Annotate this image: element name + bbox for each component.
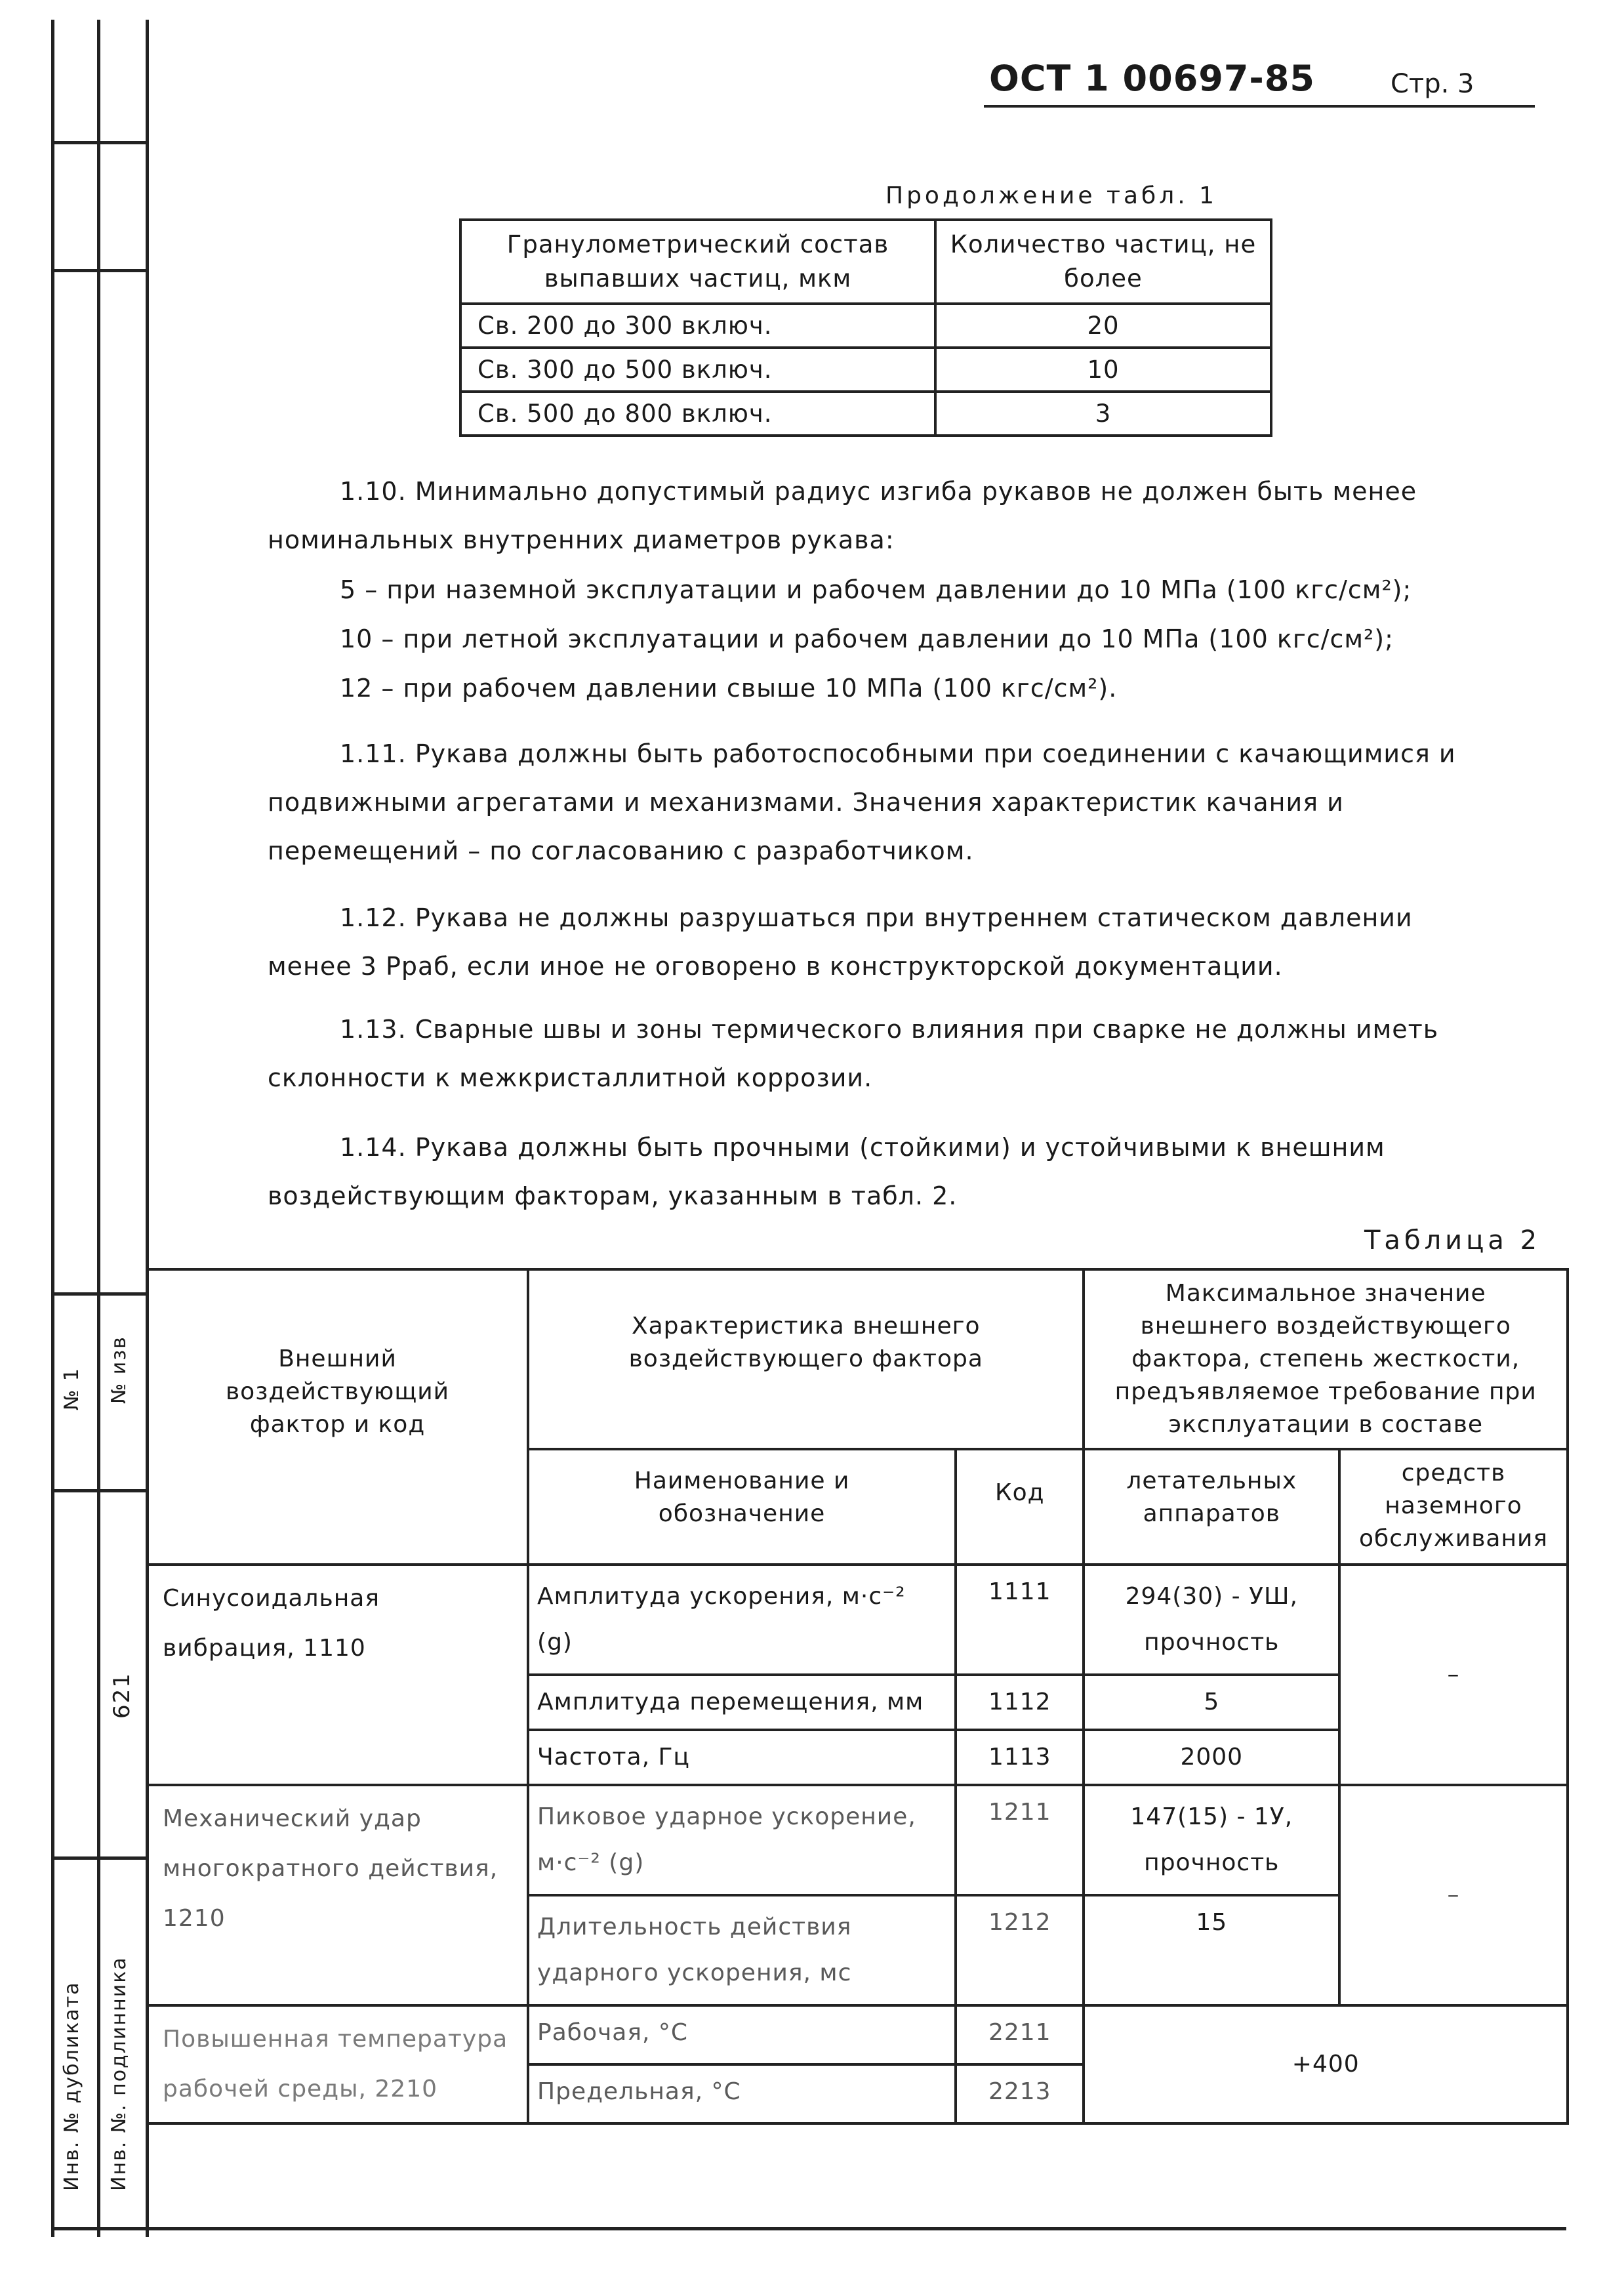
factor-mechanical-shock: Механический удар многократного действия, 1210 [147, 1785, 528, 2005]
paragraph-1-10: 1.10. Минимально допустимый радиус изгиба рукавов не должен быть менее номинальных внутренних диаметров рукава: [268, 477, 1417, 554]
margin-line-outer [51, 20, 54, 2237]
table2-head-max-value: Максимальное значение внешнего воздействующего фактора, степень жесткости, предъявляемое требование при эксплуатации в составе [1084, 1269, 1568, 1449]
table1-qty: 3 [935, 392, 1271, 436]
char-name: Предельная, °С [528, 2064, 956, 2123]
paragraph-1-12: 1.12. Рукава не должны разрушаться при внутреннем статическом давлении менее 3 Pраб, если иное не оговорено в конструкторской документации. [268, 903, 1413, 981]
table1-range: Св. 300 до 500 включ. [460, 348, 935, 392]
factor-high-temperature: Повышенная температура рабочей среды, 2210 [147, 2005, 528, 2123]
table2-head-aircraft: летательных аппаратов [1084, 1449, 1339, 1565]
value-temperature: +400 [1084, 2005, 1568, 2123]
char-code: 2211 [956, 2005, 1084, 2064]
char-code: 2213 [956, 2064, 1084, 2123]
table1-range: Св. 200 до 300 включ. [460, 304, 935, 348]
change-label: № изв [108, 1336, 131, 1404]
table2-head-characteristic: Характеристика внешнего воздействующего фактора [528, 1269, 1084, 1449]
table-row [460, 348, 1271, 392]
table2-head-ground: средств наземного обслуживания [1339, 1449, 1568, 1565]
table1-range: Св. 500 до 800 включ. [460, 392, 935, 436]
external-factors-table [146, 1268, 1569, 2125]
table-row [147, 2005, 1568, 2064]
value-aircraft: 15 [1084, 1895, 1339, 2005]
duplicate-inventory-label: Инв. № дубликата [60, 1981, 83, 2191]
header-rule [984, 105, 1535, 108]
char-name: Частота, Гц [528, 1730, 956, 1785]
paragraph-1-10-item-12: 12 – при рабочем давлении свыше 10 МПа (100 кгс/см²). [340, 674, 1118, 703]
char-name: Рабочая, °С [528, 2005, 956, 2064]
value-aircraft: 147(15) - 1У, прочность [1084, 1785, 1339, 1895]
table1-head-composition: Гранулометрический состав выпавших частиц, мкм [460, 220, 935, 304]
table-row [460, 392, 1271, 436]
margin-rule-5 [51, 1856, 148, 1860]
paragraph-1-10-item-5: 5 – при наземной эксплуатации и рабочем давлении до 10 МПа (100 кгс/см²); [340, 575, 1412, 604]
table1-qty: 20 [935, 304, 1271, 348]
table2-head-name: Наименование и обозначение [528, 1449, 956, 1565]
original-inventory-number: 621 [109, 1672, 135, 1719]
paragraph-1-13: 1.13. Сварные швы и зоны термического влияния при сварке не должны иметь склонности к межкристаллитной коррозии. [268, 1015, 1439, 1092]
change-number: № 1 [60, 1367, 83, 1410]
table1-head-quantity: Количество частиц, не более [935, 220, 1271, 304]
margin-line-mid [97, 20, 100, 2237]
char-name: Пиковое ударное ускорение, м·с⁻² (g) [528, 1785, 956, 1895]
value-ground: – [1339, 1785, 1568, 2005]
table-row [147, 1565, 1568, 1675]
bottom-rule [51, 2227, 1566, 2230]
table-row [147, 1785, 1568, 1895]
table2-caption: Таблица 2 [1364, 1225, 1541, 1256]
table1-qty: 10 [935, 348, 1271, 392]
value-aircraft: 5 [1084, 1675, 1339, 1730]
margin-rule-2 [51, 269, 148, 272]
document-code: ОСТ 1 00697-85 [989, 58, 1315, 99]
char-name: Амплитуда ускорения, м·с⁻² (g) [528, 1565, 956, 1675]
paragraph-1-10-item-10: 10 – при летной эксплуатации и рабочем давлении до 10 МПа (100 кгс/см²); [340, 625, 1394, 653]
char-name: Амплитуда перемещения, мм [528, 1675, 956, 1730]
factor-sinusoidal-vibration: Синусоидальная вибрация, 1110 [147, 1565, 528, 1785]
paragraph-1-14: 1.14. Рукава должны быть прочными (стойкими) и устойчивыми к внешним воздействующим факторам, указанным в табл. 2. [268, 1133, 1385, 1210]
char-code: 1211 [956, 1785, 1084, 1895]
table1-caption: Продолжение табл. 1 [885, 182, 1218, 209]
value-ground: – [1339, 1565, 1568, 1785]
char-code: 1212 [956, 1895, 1084, 2005]
margin-rule-3 [51, 1292, 148, 1296]
granulometric-table [459, 218, 1272, 437]
table2-head-factor: Внешний воздействующий фактор и код [147, 1269, 528, 1565]
margin-rule-4 [51, 1489, 148, 1492]
char-code: 1113 [956, 1730, 1084, 1785]
value-aircraft: 2000 [1084, 1730, 1339, 1785]
char-code: 1111 [956, 1565, 1084, 1675]
paragraph-1-11: 1.11. Рукава должны быть работоспособными при соединении с качающимися и подвижными агрегатами и механизмами. Значения характеристик качания и перемещений – по согласованию с разработчиком. [268, 739, 1456, 865]
original-inventory-label: Инв. №. подлинника [108, 1956, 131, 2191]
margin-rule-1 [51, 141, 148, 144]
page-number: Стр. 3 [1391, 69, 1474, 99]
char-code: 1112 [956, 1675, 1084, 1730]
char-name: Длительность действия ударного ускорения, мс [528, 1895, 956, 2005]
table2-head-code: Код [956, 1449, 1084, 1565]
table-row [460, 304, 1271, 348]
value-aircraft: 294(30) - УШ, прочность [1084, 1565, 1339, 1675]
